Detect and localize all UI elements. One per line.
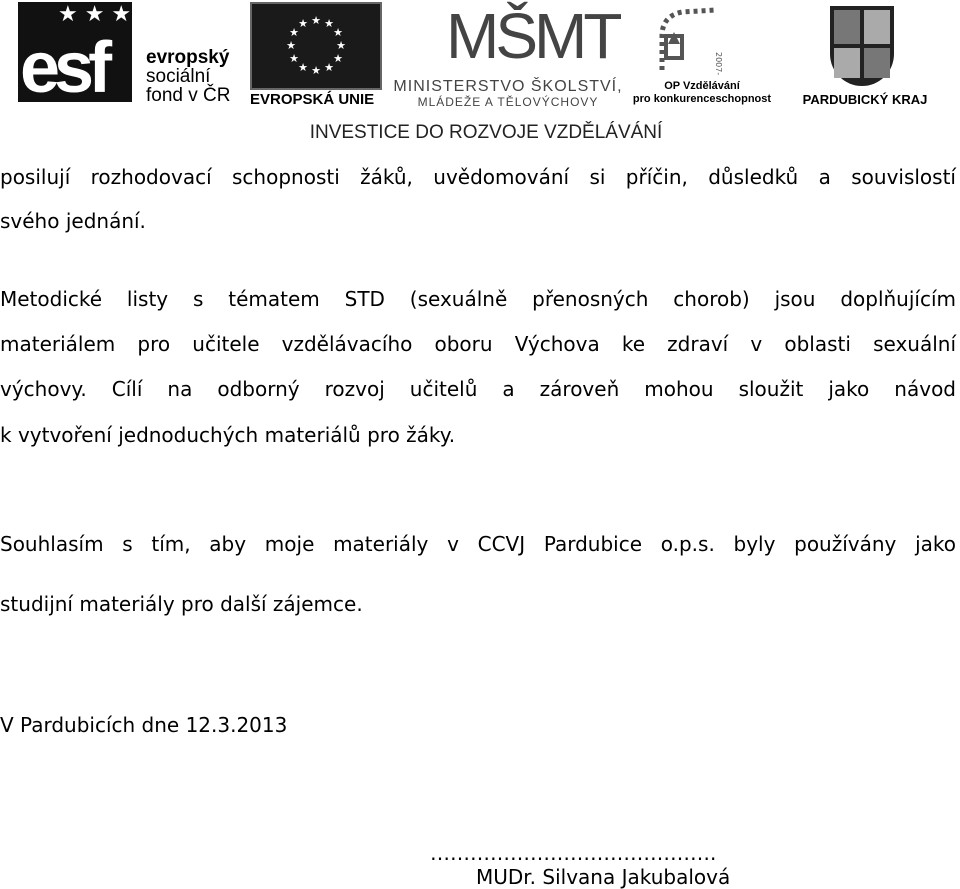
- svg-text:★: ★: [311, 64, 321, 77]
- msmt-caption-line2: MLÁDEŽE A TĚLOVÝCHOVY: [417, 95, 599, 109]
- esf-logo: [18, 2, 132, 108]
- signature-line: …………………………………….: [430, 841, 717, 865]
- op-caption-line2: pro konkurenceschopnost: [632, 93, 772, 105]
- paragraph2-line2: materiálem pro učitele vzdělávacího oboru Výchova ke zdraví v oblasti sexuální: [0, 332, 956, 356]
- svg-text:★: ★: [286, 39, 296, 52]
- op-logo-icon: [656, 6, 736, 76]
- svg-text:★: ★: [336, 39, 346, 52]
- op-caption: [622, 80, 782, 106]
- consent-line2: studijní materiály pro další zájemce.: [0, 592, 363, 616]
- esf-logo-letters: esf: [20, 28, 107, 108]
- op-caption-line1: OP Vzdělávání: [664, 80, 740, 92]
- paragraph2-line4: k vytvoření jednoduchých materiálů pro žáky.: [0, 423, 456, 447]
- signature-name: MUDr. Silvana Jakubalová: [476, 865, 731, 889]
- svg-text:2007-13: 2007-13: [714, 52, 723, 76]
- esf-stars-icon: ★ ★ ★: [58, 2, 132, 27]
- consent-line1: Souhlasím s tím, aby moje materiály v CCVJ Pardubice o.p.s. byly používány jako: [0, 532, 956, 556]
- region-caption: PARDUBICKÝ KRAJ: [802, 92, 928, 107]
- svg-text:★: ★: [298, 61, 308, 74]
- eu-caption: EVROPSKÁ UNIE: [250, 91, 375, 108]
- paragraph2-line3: výchovy. Cílí na odborný rozvoj učitelů a zároveň mohou sloužit jako návod: [0, 377, 956, 401]
- eu-stars-icon: [252, 4, 380, 88]
- msmt-caption: [390, 78, 626, 109]
- paragraph1-line2: svého jednání.: [0, 209, 146, 233]
- coat-of-arms-icon: [830, 6, 894, 86]
- esf-caption: [146, 48, 230, 105]
- svg-text:★: ★: [333, 52, 343, 65]
- svg-text:★: ★: [333, 26, 343, 39]
- svg-text:★: ★: [289, 52, 299, 65]
- paragraph1-line1: posilují rozhodovací schopnosti žáků, uvědomování si příčin, důsledků a souvislostí: [0, 165, 956, 189]
- svg-text:★: ★: [311, 14, 321, 27]
- msmt-caption-line1: MINISTERSTVO ŠKOLSTVÍ,: [393, 78, 623, 95]
- msmt-logo: [446, 0, 619, 76]
- svg-text:★: ★: [298, 17, 308, 30]
- svg-text:★: ★: [324, 61, 334, 74]
- msmt-logo-letters: MŠMT: [446, 0, 619, 72]
- esf-caption-line1: evropský: [146, 47, 230, 68]
- esf-caption-line2: sociální: [146, 66, 211, 87]
- paragraph2-line1: Metodické listy s tématem STD (sexuálně přenosných chorob) jsou doplňujícím: [0, 287, 956, 311]
- svg-text:★: ★: [324, 17, 334, 30]
- eu-flag-icon: [250, 2, 382, 90]
- esf-caption-line3: fond v ČR: [146, 85, 231, 106]
- svg-text:★: ★: [289, 26, 299, 39]
- place-date: V Pardubicích dne 12.3.2013: [0, 713, 288, 737]
- slogan: INVESTICE DO ROZVOJE VZDĚLÁVÁNÍ: [309, 122, 663, 143]
